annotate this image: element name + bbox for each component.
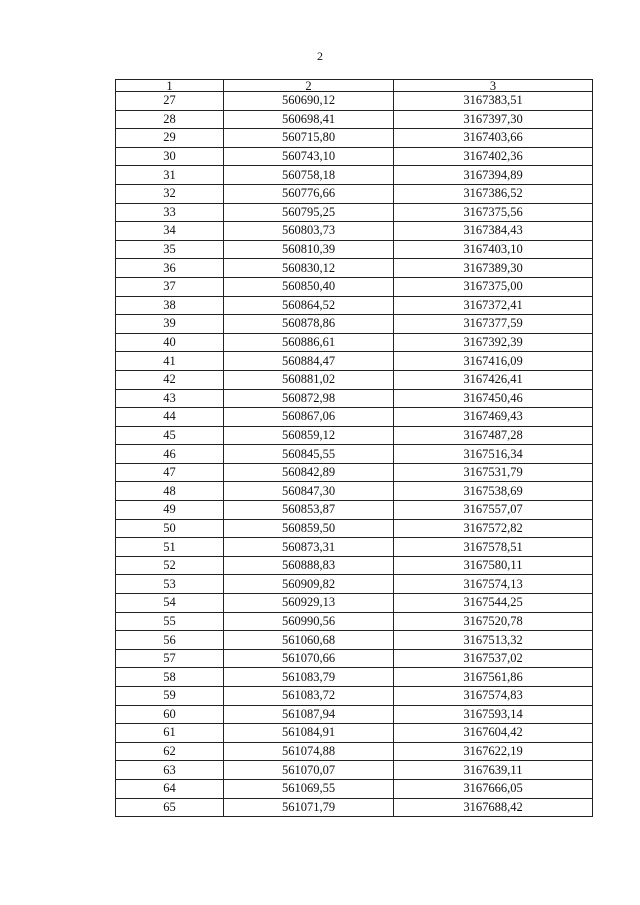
point-number-cell: 38 xyxy=(116,296,224,315)
y-coordinate-cell: 3167416,09 xyxy=(394,352,593,371)
coordinates-table xyxy=(115,79,593,817)
x-coordinate-cell: 560990,56 xyxy=(224,612,394,631)
table-row xyxy=(116,612,593,631)
y-coordinate-cell: 3167403,10 xyxy=(394,240,593,259)
point-number-cell: 63 xyxy=(116,761,224,780)
table-row xyxy=(116,184,593,203)
table-row xyxy=(116,426,593,445)
x-coordinate-cell: 560847,30 xyxy=(224,482,394,501)
y-coordinate-cell: 3167561,86 xyxy=(394,668,593,687)
y-coordinate-cell: 3167516,34 xyxy=(394,445,593,464)
y-coordinate-cell: 3167403,66 xyxy=(394,129,593,148)
point-number-cell: 58 xyxy=(116,668,224,687)
x-coordinate-cell: 560867,06 xyxy=(224,408,394,427)
column-header-2: 2 xyxy=(224,80,394,92)
y-coordinate-cell: 3167666,05 xyxy=(394,779,593,798)
x-coordinate-cell: 561070,66 xyxy=(224,649,394,668)
x-coordinate-cell: 561069,55 xyxy=(224,779,394,798)
y-coordinate-cell: 3167622,19 xyxy=(394,742,593,761)
table-row xyxy=(116,445,593,464)
table-row xyxy=(116,296,593,315)
table-row xyxy=(116,594,593,613)
y-coordinate-cell: 3167384,43 xyxy=(394,222,593,241)
table-row xyxy=(116,556,593,575)
point-number-cell: 55 xyxy=(116,612,224,631)
x-coordinate-cell: 561070,07 xyxy=(224,761,394,780)
table-row xyxy=(116,761,593,780)
point-number-cell: 48 xyxy=(116,482,224,501)
table-row xyxy=(116,222,593,241)
x-coordinate-cell: 560803,73 xyxy=(224,222,394,241)
y-coordinate-cell: 3167574,13 xyxy=(394,575,593,594)
point-number-cell: 46 xyxy=(116,445,224,464)
table-row xyxy=(116,538,593,557)
x-coordinate-cell: 560859,12 xyxy=(224,426,394,445)
point-number-cell: 32 xyxy=(116,184,224,203)
table-row xyxy=(116,649,593,668)
y-coordinate-cell: 3167578,51 xyxy=(394,538,593,557)
x-coordinate-cell: 560795,25 xyxy=(224,203,394,222)
point-number-cell: 57 xyxy=(116,649,224,668)
point-number-cell: 35 xyxy=(116,240,224,259)
point-number-cell: 56 xyxy=(116,631,224,650)
y-coordinate-cell: 3167604,42 xyxy=(394,724,593,743)
x-coordinate-cell: 560859,50 xyxy=(224,519,394,538)
x-coordinate-cell: 560830,12 xyxy=(224,259,394,278)
table-row xyxy=(116,203,593,222)
x-coordinate-cell: 561083,79 xyxy=(224,668,394,687)
y-coordinate-cell: 3167426,41 xyxy=(394,370,593,389)
y-coordinate-cell: 3167557,07 xyxy=(394,501,593,520)
point-number-cell: 65 xyxy=(116,798,224,817)
point-number-cell: 59 xyxy=(116,687,224,706)
y-coordinate-cell: 3167375,00 xyxy=(394,277,593,296)
table-row xyxy=(116,668,593,687)
table-row xyxy=(116,277,593,296)
point-number-cell: 60 xyxy=(116,705,224,724)
y-coordinate-cell: 3167389,30 xyxy=(394,259,593,278)
point-number-cell: 36 xyxy=(116,259,224,278)
y-coordinate-cell: 3167593,14 xyxy=(394,705,593,724)
point-number-cell: 33 xyxy=(116,203,224,222)
page-number: 2 xyxy=(317,49,323,63)
table-row xyxy=(116,482,593,501)
x-coordinate-cell: 561087,94 xyxy=(224,705,394,724)
y-coordinate-cell: 3167386,52 xyxy=(394,184,593,203)
x-coordinate-cell: 560884,47 xyxy=(224,352,394,371)
point-number-cell: 42 xyxy=(116,370,224,389)
x-coordinate-cell: 560715,80 xyxy=(224,129,394,148)
x-coordinate-cell: 561074,88 xyxy=(224,742,394,761)
table-row xyxy=(116,389,593,408)
table-row xyxy=(116,370,593,389)
table-row xyxy=(116,166,593,185)
point-number-cell: 29 xyxy=(116,129,224,148)
x-coordinate-cell: 560878,86 xyxy=(224,315,394,334)
y-coordinate-cell: 3167377,59 xyxy=(394,315,593,334)
point-number-cell: 44 xyxy=(116,408,224,427)
y-coordinate-cell: 3167394,89 xyxy=(394,166,593,185)
x-coordinate-cell: 560886,61 xyxy=(224,333,394,352)
table-row xyxy=(116,147,593,166)
y-coordinate-cell: 3167639,11 xyxy=(394,761,593,780)
table-row xyxy=(116,575,593,594)
point-number-cell: 51 xyxy=(116,538,224,557)
y-coordinate-cell: 3167531,79 xyxy=(394,463,593,482)
y-coordinate-cell: 3167487,28 xyxy=(394,426,593,445)
table-row xyxy=(116,742,593,761)
x-coordinate-cell: 560909,82 xyxy=(224,575,394,594)
point-number-cell: 64 xyxy=(116,779,224,798)
table-row xyxy=(116,798,593,817)
x-coordinate-cell: 560845,55 xyxy=(224,445,394,464)
table-row xyxy=(116,463,593,482)
y-coordinate-cell: 3167392,39 xyxy=(394,333,593,352)
point-number-cell: 37 xyxy=(116,277,224,296)
x-coordinate-cell: 560776,66 xyxy=(224,184,394,203)
y-coordinate-cell: 3167402,36 xyxy=(394,147,593,166)
point-number-cell: 62 xyxy=(116,742,224,761)
point-number-cell: 54 xyxy=(116,594,224,613)
table-row xyxy=(116,315,593,334)
table-row xyxy=(116,705,593,724)
point-number-cell: 27 xyxy=(116,92,224,111)
table-row xyxy=(116,92,593,111)
table-row xyxy=(116,352,593,371)
column-header-1: 1 xyxy=(116,80,224,92)
x-coordinate-cell: 560881,02 xyxy=(224,370,394,389)
y-coordinate-cell: 3167397,30 xyxy=(394,110,593,129)
point-number-cell: 28 xyxy=(116,110,224,129)
x-coordinate-cell: 561084,91 xyxy=(224,724,394,743)
x-coordinate-cell: 560810,39 xyxy=(224,240,394,259)
point-number-cell: 31 xyxy=(116,166,224,185)
y-coordinate-cell: 3167513,32 xyxy=(394,631,593,650)
point-number-cell: 41 xyxy=(116,352,224,371)
table-row xyxy=(116,519,593,538)
y-coordinate-cell: 3167372,41 xyxy=(394,296,593,315)
y-coordinate-cell: 3167574,83 xyxy=(394,687,593,706)
y-coordinate-cell: 3167520,78 xyxy=(394,612,593,631)
table-row xyxy=(116,779,593,798)
x-coordinate-cell: 560698,41 xyxy=(224,110,394,129)
y-coordinate-cell: 3167450,46 xyxy=(394,389,593,408)
table-body xyxy=(116,92,593,817)
table-row xyxy=(116,631,593,650)
y-coordinate-cell: 3167537,02 xyxy=(394,649,593,668)
x-coordinate-cell: 561071,79 xyxy=(224,798,394,817)
y-coordinate-cell: 3167688,42 xyxy=(394,798,593,817)
table-row xyxy=(116,240,593,259)
table-row xyxy=(116,259,593,278)
point-number-cell: 39 xyxy=(116,315,224,334)
table-row xyxy=(116,687,593,706)
x-coordinate-cell: 561083,72 xyxy=(224,687,394,706)
x-coordinate-cell: 560864,52 xyxy=(224,296,394,315)
table-row xyxy=(116,110,593,129)
column-header-3: 3 xyxy=(394,80,593,92)
point-number-cell: 45 xyxy=(116,426,224,445)
point-number-cell: 47 xyxy=(116,463,224,482)
point-number-cell: 53 xyxy=(116,575,224,594)
point-number-cell: 49 xyxy=(116,501,224,520)
y-coordinate-cell: 3167544,25 xyxy=(394,594,593,613)
point-number-cell: 61 xyxy=(116,724,224,743)
table-header-row xyxy=(116,80,593,92)
table-row xyxy=(116,408,593,427)
point-number-cell: 50 xyxy=(116,519,224,538)
y-coordinate-cell: 3167580,11 xyxy=(394,556,593,575)
x-coordinate-cell: 560758,18 xyxy=(224,166,394,185)
point-number-cell: 34 xyxy=(116,222,224,241)
y-coordinate-cell: 3167375,56 xyxy=(394,203,593,222)
x-coordinate-cell: 560873,31 xyxy=(224,538,394,557)
x-coordinate-cell: 560853,87 xyxy=(224,501,394,520)
table-row xyxy=(116,333,593,352)
x-coordinate-cell: 560888,83 xyxy=(224,556,394,575)
x-coordinate-cell: 560850,40 xyxy=(224,277,394,296)
x-coordinate-cell: 560743,10 xyxy=(224,147,394,166)
x-coordinate-cell: 560929,13 xyxy=(224,594,394,613)
x-coordinate-cell: 560842,89 xyxy=(224,463,394,482)
table-row xyxy=(116,724,593,743)
x-coordinate-cell: 560872,98 xyxy=(224,389,394,408)
y-coordinate-cell: 3167469,43 xyxy=(394,408,593,427)
y-coordinate-cell: 3167572,82 xyxy=(394,519,593,538)
y-coordinate-cell: 3167383,51 xyxy=(394,92,593,111)
y-coordinate-cell: 3167538,69 xyxy=(394,482,593,501)
x-coordinate-cell: 560690,12 xyxy=(224,92,394,111)
point-number-cell: 40 xyxy=(116,333,224,352)
point-number-cell: 43 xyxy=(116,389,224,408)
point-number-cell: 30 xyxy=(116,147,224,166)
table-row xyxy=(116,129,593,148)
table-row xyxy=(116,501,593,520)
point-number-cell: 52 xyxy=(116,556,224,575)
x-coordinate-cell: 561060,68 xyxy=(224,631,394,650)
